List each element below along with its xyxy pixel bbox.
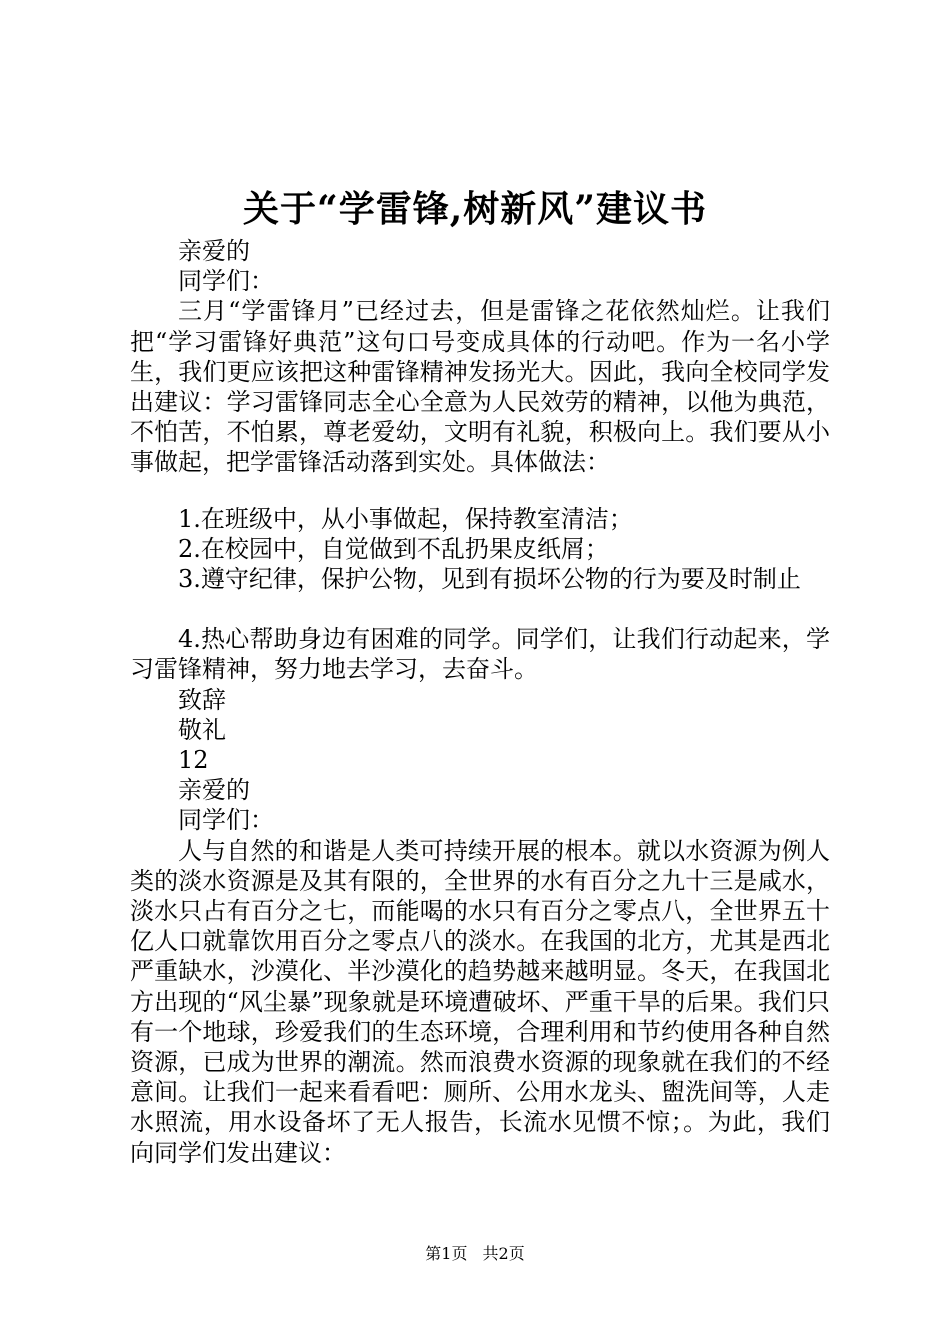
paragraph: 三月“学雷锋月”已经过去，但是雷锋之花依然灿烂。让我们把“学习雷锋好典范”这句口号变成具体的行动吧。作为一名小学生，我们更应该把这种雷锋精神发扬光大。因此，我向全校同学发出建议：学习雷锋同志全心全意为人民效劳的精神，以他为典范，不怕苦，不怕累，尊老爱幼，文明有礼貌，积极向上。我们要从小事做起，把学雷锋活动落到实处。具体做法： xyxy=(130,297,830,477)
salutation-line: 同学们： xyxy=(178,267,274,296)
list-item: 3.遵守纪律，保护公物，见到有损坏公物的行为要及时制止 xyxy=(178,565,801,594)
salutation-line: 亲爱的 xyxy=(178,237,250,265)
list-item: 1.在班级中，从小事做起，保持教室清洁； xyxy=(178,504,633,533)
number-line: 12 xyxy=(178,746,209,775)
closing-line: 致辞 xyxy=(178,685,226,714)
closing-line: 敬礼 xyxy=(178,715,226,744)
paragraph: 人与自然的和谐是人类可持续开展的根本。就以水资源为例人类的淡水资源是及其有限的，全世界的水有百分之九十三是咸水，淡水只占有百分之七，而能喝的水只有百分之零点八，全世界五十亿人口就靠饮用百分之零点八的淡水。在我国的北方，尤其是西北严重缺水，沙漠化、半沙漠化的趋势越来越明显。冬天，在我国北方出现的“风尘暴”现象就是环境遭破坏、严重干旱的后果。我们只有一个地球，珍爱我们的生态环境，合理利用和节约使用各种自然资源，已成为世界的潮流。然而浪费水资源的现象就在我们的不经意间。让我们一起来看看吧：厕所、公用水龙头、盥洗间等，人走水照流，用水设备坏了无人报告，长流水见惯不惊；。为此，我们向同学们发出建议： xyxy=(130,836,830,1167)
document-body xyxy=(130,236,830,1168)
page-number: 第1页 xyxy=(425,1244,468,1263)
page-footer xyxy=(0,1244,950,1264)
list-item: 2.在校园中，自觉做到不乱扔果皮纸屑； xyxy=(178,534,609,563)
document-title: 关于“学雷锋,树新风”建议书 xyxy=(243,188,707,230)
salutation-line: 亲爱的 xyxy=(178,776,250,805)
salutation-line: 同学们： xyxy=(178,806,274,835)
list-item: 4.热心帮助身边有困难的同学。同学们，让我们行动起来，学习雷锋精神，努力地去学习，去奋斗。 xyxy=(130,625,830,684)
page-total: 共2页 xyxy=(482,1244,525,1263)
